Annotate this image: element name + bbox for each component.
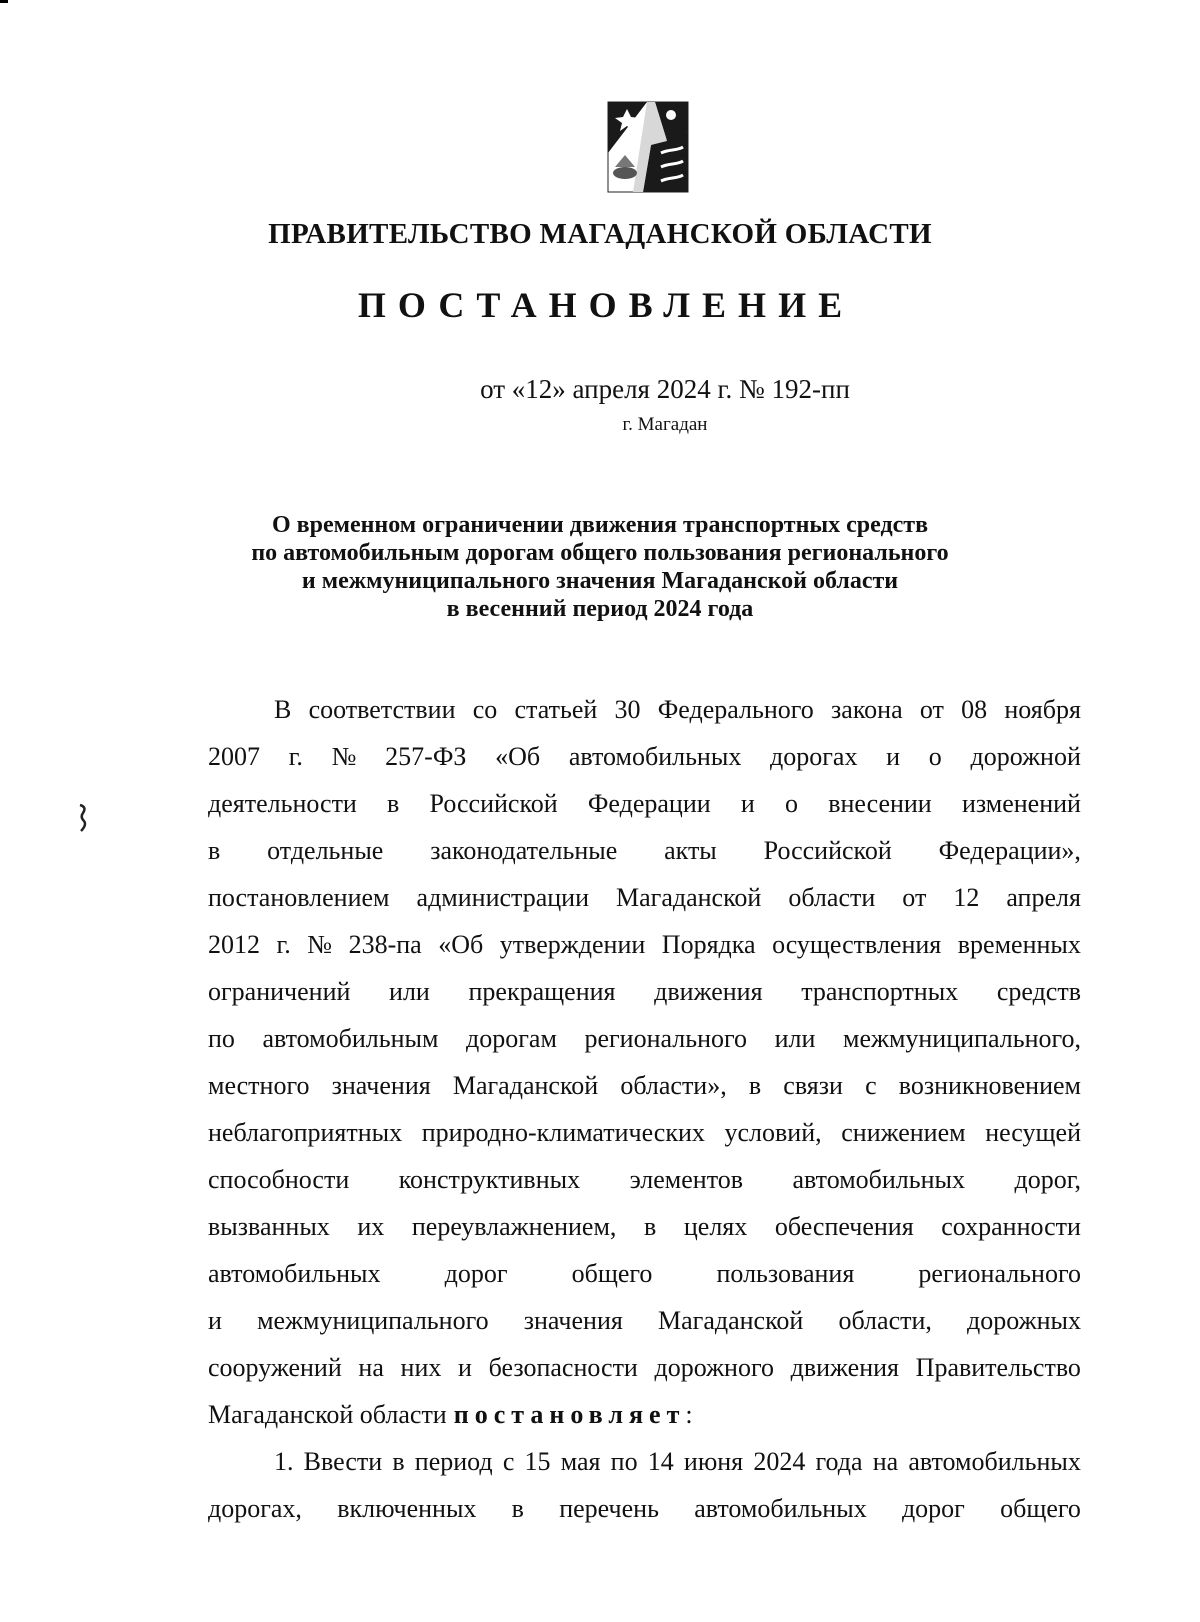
word: неблагоприятных <box>208 1118 403 1147</box>
word: осуществления <box>772 930 942 959</box>
word: межмуниципального <box>257 1306 489 1335</box>
word: и <box>886 742 901 771</box>
word: в <box>644 1212 657 1241</box>
word: с <box>865 1071 877 1100</box>
word: постановлением <box>208 883 390 912</box>
word: движения <box>654 977 763 1006</box>
word: статьей <box>514 695 598 724</box>
word: Правительство <box>915 1353 1081 1382</box>
word: Магаданской <box>658 1306 804 1335</box>
word: общего <box>571 1259 653 1288</box>
word: в <box>511 1494 524 1523</box>
word: переувлажнением, <box>411 1212 617 1241</box>
scan-mark <box>0 0 8 3</box>
word: вызванных <box>208 1212 330 1241</box>
body-line <box>208 1156 1081 1203</box>
word: межмуниципального, <box>842 1024 1081 1053</box>
word: ноября <box>1004 695 1081 724</box>
word: дорог <box>444 1259 508 1288</box>
word: 257-ФЗ <box>385 742 467 771</box>
word: о <box>928 742 942 771</box>
document-body <box>208 686 1081 1532</box>
word: апреля <box>1006 883 1081 912</box>
word: соответствии <box>308 695 456 724</box>
word: законодательные <box>430 836 618 865</box>
word: значения <box>523 1306 623 1335</box>
word: включенных <box>337 1494 477 1523</box>
body-line <box>208 686 1081 733</box>
word: связи <box>783 1071 843 1100</box>
word: регионального <box>584 1024 748 1053</box>
word: Порядка <box>661 930 756 959</box>
word: возникновением <box>898 1071 1081 1100</box>
word: дорогах, <box>208 1494 302 1523</box>
word: общего <box>1000 1494 1081 1523</box>
body-line <box>208 1344 1081 1391</box>
word: года <box>815 1447 863 1476</box>
word: Федерации <box>587 789 711 818</box>
word: с <box>502 1447 515 1476</box>
word: «Об <box>495 742 541 771</box>
word: несущей <box>985 1118 1081 1147</box>
word: и <box>740 789 755 818</box>
closing-prefix: Магаданской области <box>208 1400 447 1429</box>
word: в <box>208 836 221 865</box>
word: администрации <box>416 883 589 912</box>
coat-of-arms-icon <box>607 101 689 193</box>
word: деятельности <box>208 789 357 818</box>
word: от <box>919 695 944 724</box>
item-line <box>208 1438 1081 1485</box>
word: изменений <box>961 789 1081 818</box>
word: Российской <box>429 789 558 818</box>
word: 238-па <box>348 930 422 959</box>
word: дорожного <box>654 1353 774 1382</box>
word: конструктивных <box>398 1165 581 1194</box>
word: или <box>774 1024 816 1053</box>
word: целях <box>683 1212 748 1241</box>
word: средств <box>996 977 1081 1006</box>
word: регионального <box>918 1259 1081 1288</box>
word: дорогам <box>466 1024 557 1053</box>
word: 14 <box>647 1447 674 1476</box>
body-line <box>208 874 1081 921</box>
body-line <box>208 1062 1081 1109</box>
word: прекращения <box>468 977 616 1006</box>
word: области <box>788 883 876 912</box>
word: в <box>748 1071 762 1100</box>
word: временных <box>957 930 1081 959</box>
word: дорожных <box>967 1306 1081 1335</box>
word: снижением <box>841 1118 966 1147</box>
word: дорог, <box>1014 1165 1081 1194</box>
word: по <box>610 1447 638 1476</box>
word: о <box>785 789 798 818</box>
word: области», <box>620 1071 727 1100</box>
word: отдельные <box>267 836 384 865</box>
body-line <box>208 1109 1081 1156</box>
word: июня <box>683 1447 744 1476</box>
body-line <box>208 1015 1081 1062</box>
word: пользования <box>716 1259 855 1288</box>
word: дорогах <box>770 742 858 771</box>
document-type-heading: ПОСТАНОВЛЕНИЕ <box>357 285 855 325</box>
title-line: и межмуниципального значения Магаданской области <box>301 568 899 594</box>
word: Российской <box>763 836 892 865</box>
word: перечень <box>559 1494 659 1523</box>
word: сооружений <box>208 1353 342 1382</box>
item-line <box>208 1485 1081 1532</box>
word: значения <box>331 1071 431 1100</box>
word: период <box>414 1447 493 1476</box>
word: в <box>387 789 400 818</box>
word: и <box>458 1353 472 1382</box>
word: автомобильных <box>208 1259 381 1288</box>
word: «Об <box>438 930 484 959</box>
word: 1. <box>274 1447 294 1476</box>
word: автомобильных <box>694 1494 867 1523</box>
word: 2007 <box>208 742 260 771</box>
word: 2012 <box>208 930 260 959</box>
closing-line <box>208 1391 1081 1438</box>
document-date-number: от «12» апреля 2024 г. № 192-пп <box>480 374 850 404</box>
word: на <box>358 1353 384 1382</box>
word: 15 <box>524 1447 551 1476</box>
word: Федерального <box>657 695 814 724</box>
word: внесении <box>828 789 932 818</box>
document-subject-title <box>0 511 1200 623</box>
word: области, <box>838 1306 932 1335</box>
body-line <box>208 1203 1081 1250</box>
document-city: г. Магадан <box>622 414 708 435</box>
word: местного <box>208 1071 310 1100</box>
word: элементов <box>629 1165 743 1194</box>
word: условий, <box>724 1118 822 1147</box>
word: безопасности <box>488 1353 638 1382</box>
word: автомобильных <box>568 742 742 771</box>
word: от <box>902 883 927 912</box>
word: ограничений <box>208 977 351 1006</box>
word: Ввести <box>303 1447 383 1476</box>
word: закона <box>831 695 903 724</box>
margin-mark-icon <box>78 803 88 833</box>
word: по <box>208 1024 235 1053</box>
title-line: по автомобильным дорогам общего пользования регионального <box>251 540 949 566</box>
word: в <box>392 1447 405 1476</box>
word: и <box>208 1306 222 1335</box>
word: Магаданской <box>452 1071 599 1100</box>
word: акты <box>664 836 717 865</box>
body-line <box>208 921 1081 968</box>
word: автомобильных <box>908 1447 1081 1476</box>
organization-title: ПРАВИТЕЛЬСТВО МАГАДАНСКОЙ ОБЛАСТИ <box>268 218 932 250</box>
word: Федерации», <box>938 836 1081 865</box>
body-line <box>208 1297 1081 1344</box>
word: утверждении <box>499 930 646 959</box>
word: автомобильным <box>262 1024 439 1053</box>
word: № <box>307 930 333 959</box>
word: способности <box>208 1165 350 1194</box>
word: обеспечения <box>774 1212 914 1241</box>
word: или <box>389 977 430 1006</box>
word: 08 <box>961 695 988 724</box>
resolving-verb: постановляет <box>453 1400 686 1429</box>
closing-colon: : <box>685 1400 693 1429</box>
word: со <box>472 695 498 724</box>
word: Магаданской <box>616 883 762 912</box>
word: сохранности <box>941 1212 1081 1241</box>
word: № <box>331 742 357 771</box>
body-line <box>208 733 1081 780</box>
word: них <box>400 1353 442 1382</box>
body-line <box>208 827 1081 874</box>
word: 30 <box>614 695 641 724</box>
word: движения <box>790 1353 900 1382</box>
word: дорожной <box>970 742 1081 771</box>
body-line <box>208 780 1081 827</box>
title-line: в весенний период 2024 года <box>446 596 754 622</box>
title-line: О временном ограничении движения транспортных средств <box>271 512 929 538</box>
word: 2024 <box>753 1447 806 1476</box>
body-line <box>208 1250 1081 1297</box>
word: дорог <box>901 1494 965 1523</box>
word: природно-климатических <box>421 1118 705 1147</box>
word: транспортных <box>801 977 959 1006</box>
word: на <box>872 1447 899 1476</box>
word: г. <box>276 930 291 959</box>
word: В <box>274 695 292 724</box>
word: 12 <box>953 883 980 912</box>
word: автомобильных <box>792 1165 966 1194</box>
word: мая <box>560 1447 601 1476</box>
word: их <box>357 1212 385 1241</box>
body-line <box>208 968 1081 1015</box>
word: г. <box>288 742 303 771</box>
